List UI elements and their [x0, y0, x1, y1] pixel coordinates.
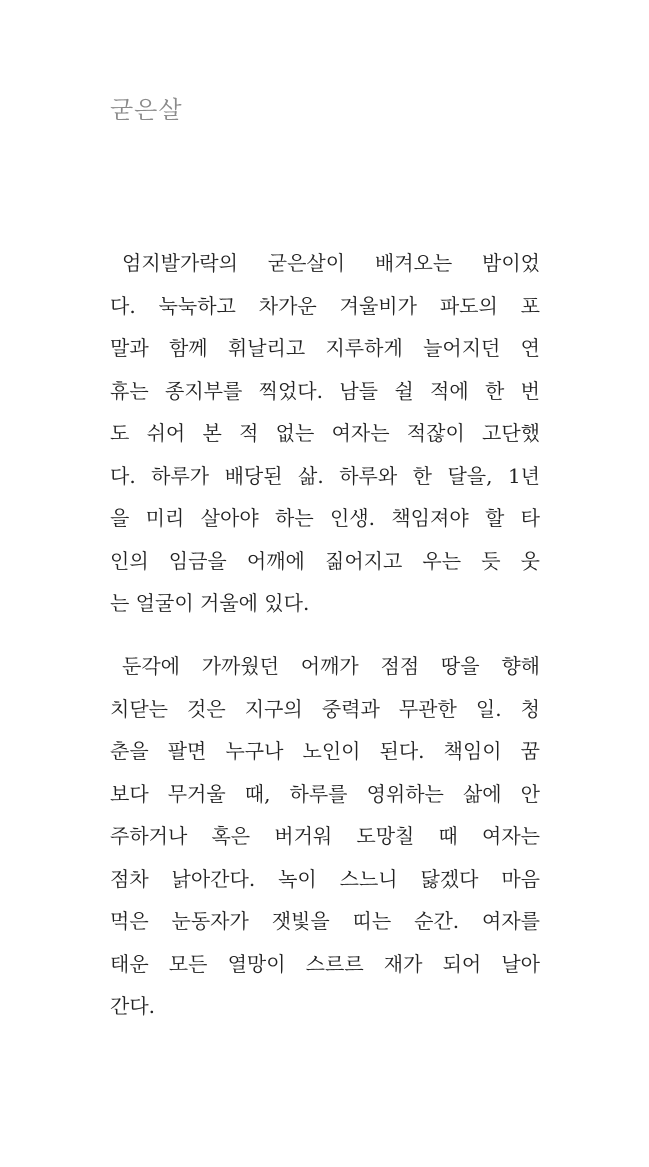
text-line: 주하거나 혹은 버거워 도망칠 때 여자는	[110, 824, 540, 848]
text-line: 휴는 종지부를 찍었다. 남들 쉴 적에 한 번	[110, 378, 540, 403]
text-line: 먹은 눈동자가 잿빛을 띠는 순간. 여자를	[110, 909, 540, 933]
text-line: 둔각에 가까웠던 어깨가 점점 땅을 향해	[122, 654, 540, 678]
text-line: 보다 무거울 때, 하루를 영위하는 삶에 안	[110, 781, 540, 806]
paragraph-2	[110, 645, 540, 1028]
page-title: 굳은살	[110, 96, 183, 124]
text-line: 다. 눅눅하고 차가운 겨울비가 파도의 포	[110, 293, 540, 318]
text-line: 도 쉬어 본 적 없는 여자는 적잖이 고단했	[110, 421, 540, 445]
text-line: 춘을 팔면 누구나 노인이 된다. 책임이 꿈	[110, 739, 540, 763]
text-line: 점차 낡아간다. 녹이 스느니 닳겠다 마음	[110, 866, 540, 891]
paragraph-1	[110, 242, 540, 625]
text-line: 을 미리 살아야 하는 인생. 책임져야 할 타	[110, 506, 540, 530]
text-line: 간다.	[110, 994, 155, 1018]
text-line: 말과 함께 휘날리고 지루하게 늘어지던 연	[110, 336, 540, 360]
text-line: 치닫는 것은 지구의 중력과 무관한 일. 청	[110, 696, 540, 721]
text-line: 는 얼굴이 거울에 있다.	[110, 591, 310, 615]
text-line: 태운 모든 열망이 스르르 재가 되어 날아	[110, 951, 540, 976]
text-line: 다. 하루가 배당된 삶. 하루와 한 달을, 1년	[110, 463, 540, 488]
text-line: 인의 임금을 어깨에 짊어지고 우는 듯 웃	[110, 548, 540, 573]
text-line: 엄지발가락의 굳은살이 배겨오는 밤이었	[122, 251, 540, 275]
